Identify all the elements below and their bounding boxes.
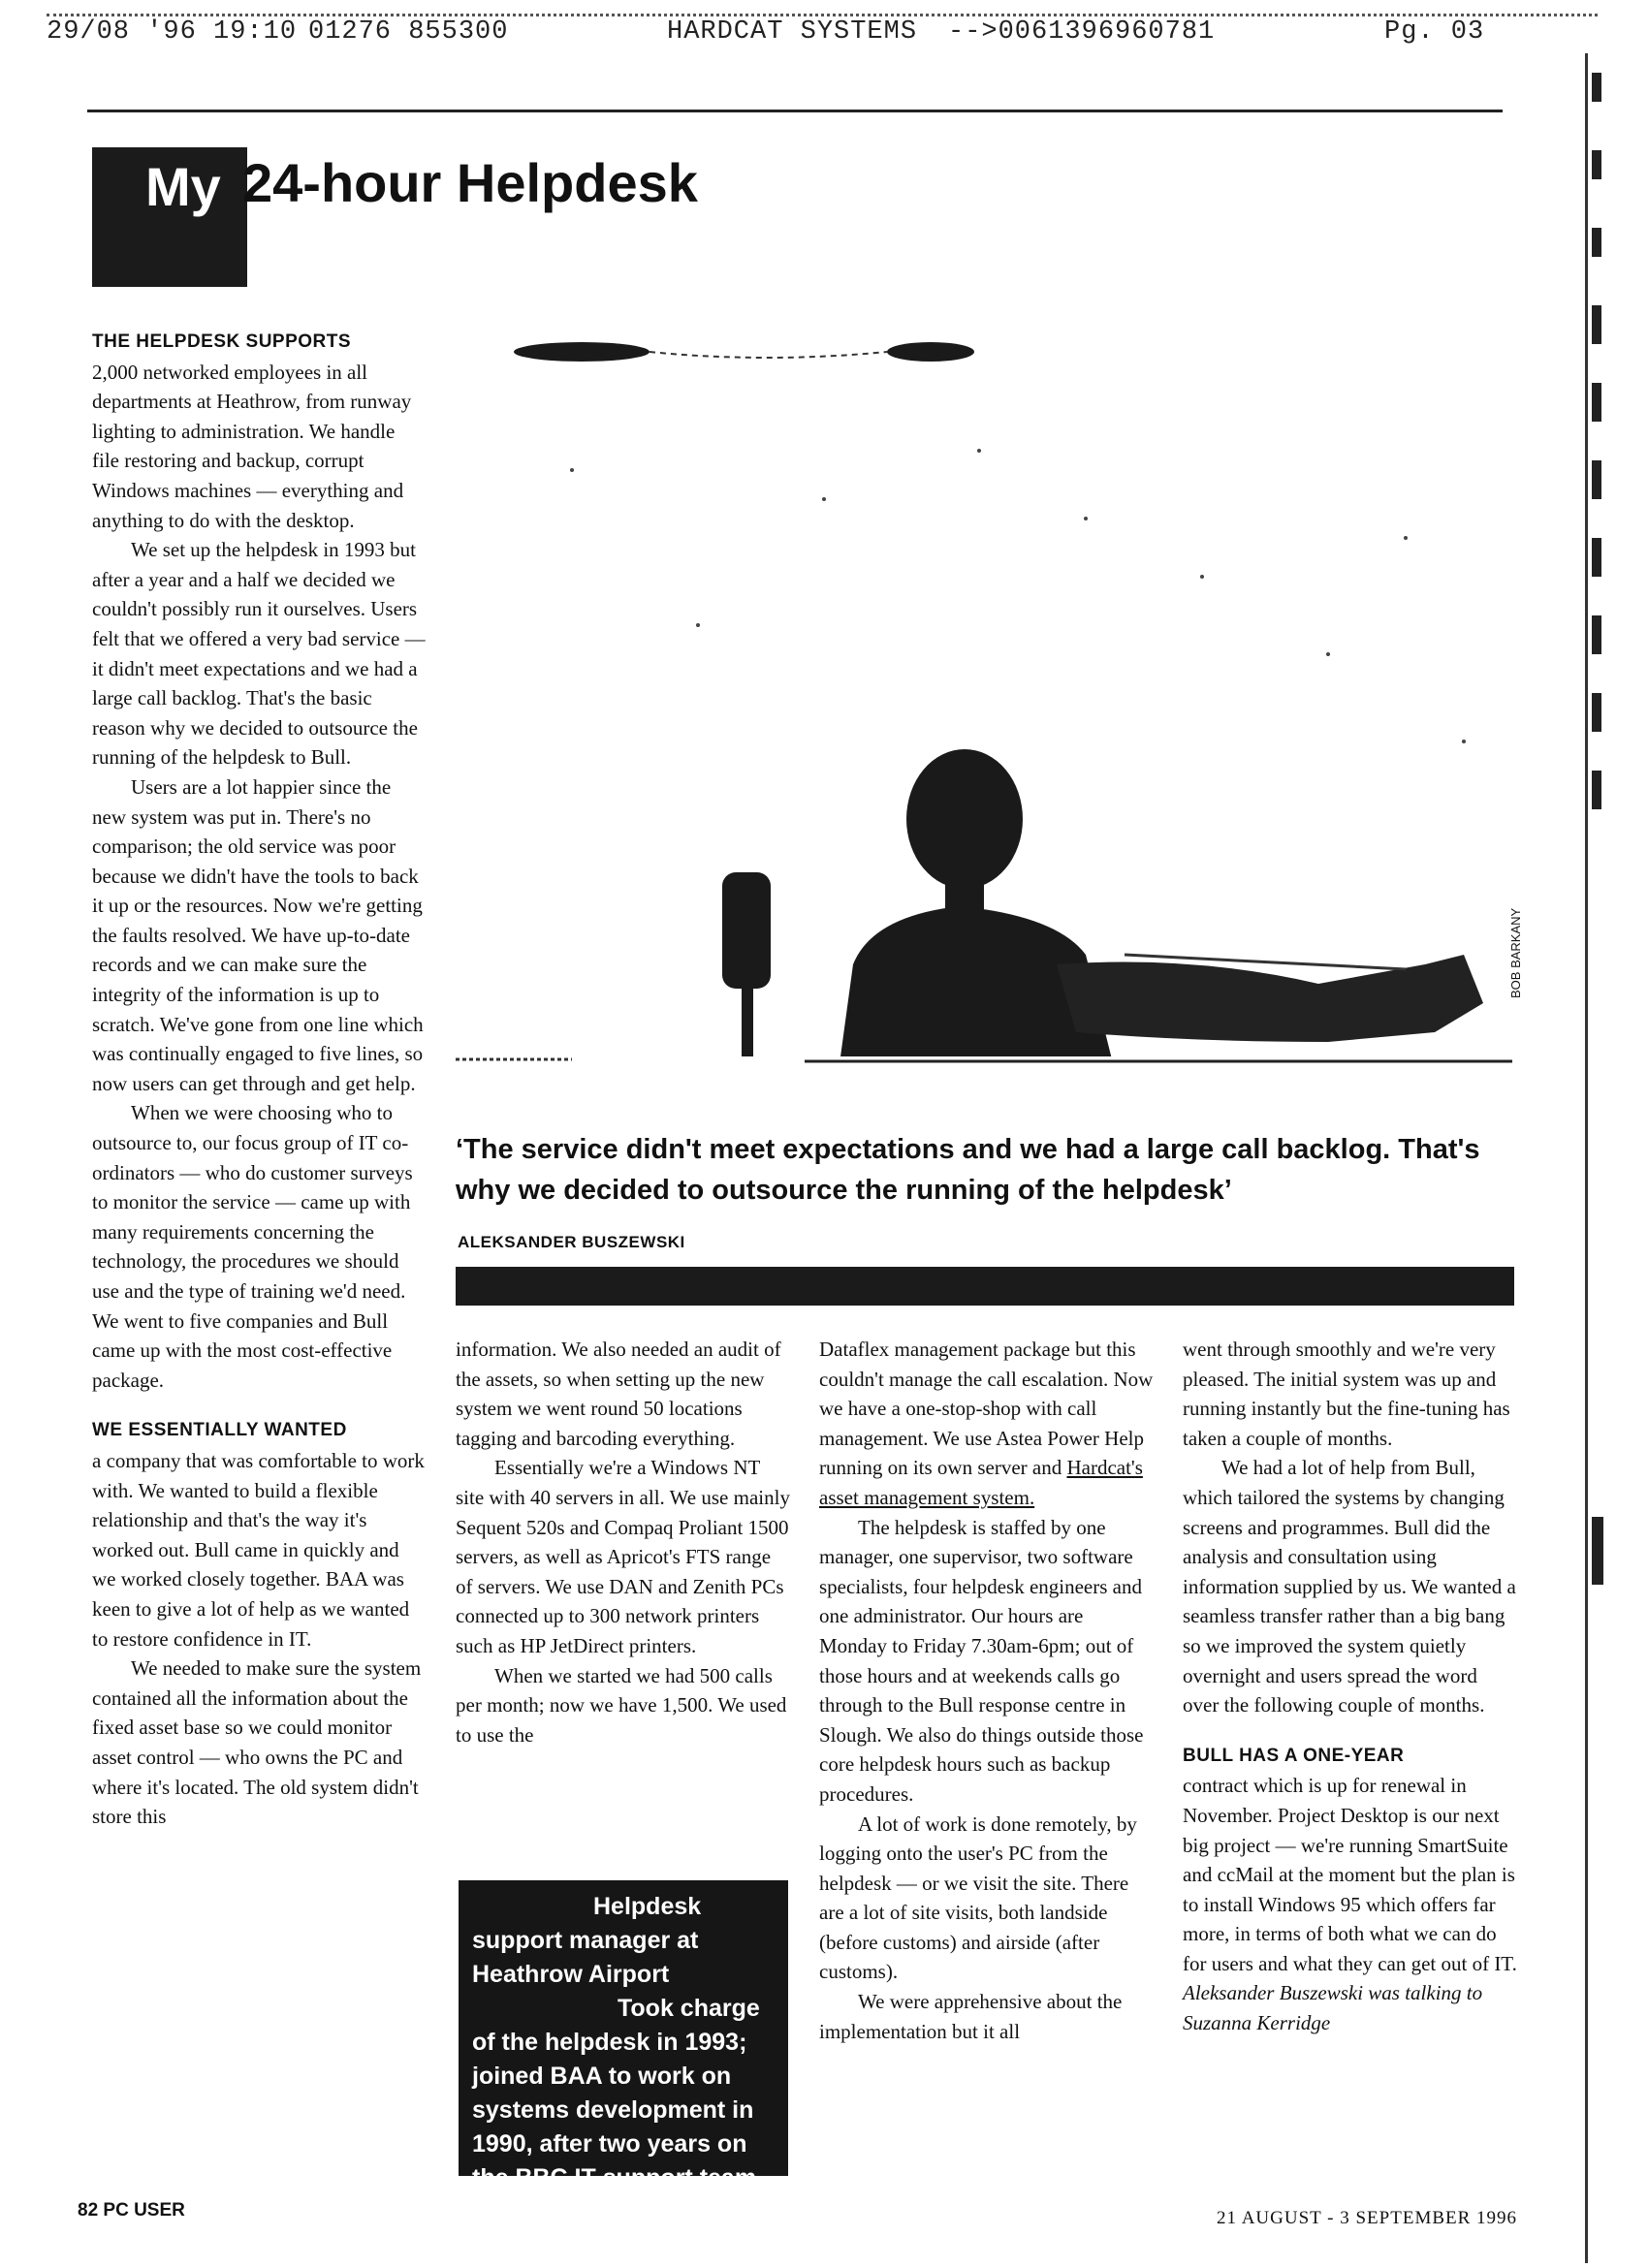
bio-line: of the helpdesk in 1993;: [472, 2029, 747, 2056]
fax-phone: 01276 855300: [308, 17, 509, 47]
bio-line: support manager at: [472, 1927, 699, 1954]
page-title: 24-hour Helpdesk: [242, 152, 698, 213]
bio-line: joined BAA to work on: [472, 2063, 732, 2090]
footer-date: 21 AUGUST - 3 SEPTEMBER 1996: [1217, 2208, 1518, 2228]
article-column-1: [92, 328, 427, 1832]
article-column-3: [819, 1335, 1154, 2046]
bio-line: Heathrow Airport: [472, 1961, 670, 1988]
paragraph: We needed to make sure the system contained all the information about the fixed asset base so we could monitor asset control — who owns the PC and where it's located. The old system didn't store this: [92, 1656, 422, 1829]
paragraph: contract which is up for renewal in November. Project Desktop is our next big project — we're running SmartSuite and ccMail at the moment but the plan is to install Windows 95 which offers far more, in terms of both what we can do for users and what they can get out of IT.: [1183, 1774, 1517, 1975]
article-column-4: [1183, 1335, 1517, 2038]
subhead-bull-one-year: BULL HAS A ONE-YEAR: [1183, 1745, 1405, 1766]
paragraph: We were apprehensive about the implementation but it all: [819, 1990, 1123, 2043]
bio-line: systems development in: [472, 2096, 754, 2124]
footer-page-magazine: 82 PC USER: [78, 2200, 185, 2221]
top-rule: [87, 110, 1503, 112]
bio-box: [459, 1880, 788, 2191]
paragraph: Users are a lot happier since the new system was put in. There's no comparison; the old service was poor because we didn't have the tools to back it up or the resources. Now we're getting the faults resolved. We have up-to-date records and we can make sure the integrity of the information is up to scratch. We've gone from one line which was continually engaged to five lines, so now users can get through and get help.: [92, 774, 424, 1095]
article-column-2: [456, 1335, 790, 1749]
fax-sender: HARDCAT SYSTEMS: [667, 17, 918, 47]
paragraph: a company that was comfortable to work with. We wanted to build a flexible relationship and that's the way it's worked out. Bull came in quickly and we worked closely together. BAA was keen to give a lot of help as we wanted to restore confidence in IT.: [92, 1448, 425, 1651]
fax-dotted-line: [47, 14, 1598, 16]
subhead-helpdesk-supports: THE HELPDESK SUPPORTS: [92, 331, 352, 352]
bio-line: Took charge: [618, 1995, 760, 2022]
paragraph: We had a lot of help from Bull, which tailored the systems by changing screens and programmes. Bull did the analysis and consultation using information supplied by us. We wanted a seamless transfer rather than a big bang so we improved the system quietly overnight and users spread the word over the following couple of months.: [1183, 1456, 1516, 1717]
fax-date-time: 29/08 '96 19:10: [47, 17, 298, 47]
paragraph: The helpdesk is staffed by one manager, one supervisor, two software specialists, four helpdesk engineers and one administrator. Our hours are Monday to Friday 7.30am-6pm; out of those hours and at weekends calls go through to the Bull response centre in Slough. We also do things outside those core helpdesk hours such as backup procedures.: [819, 1515, 1144, 1806]
scan-edge: [1585, 53, 1607, 2263]
fax-header: [47, 14, 1598, 52]
paragraph: Essentially we're a Windows NT site with 40 servers in all. We use mainly Sequent 520s and Compaq Proliant 1500 servers, as well as Apricot's FTS range of servers. We use DAN and Zenith PCs connected up to 300 network printers such as HP JetDirect printers.: [456, 1456, 790, 1657]
pull-quote: ‘The service didn't meet expectations and we had a large call backlog. That's why we decided to outsource the running of the helpdesk’: [456, 1134, 1480, 1206]
binding-marks: [1588, 53, 1617, 2263]
hardcat-asset-system-reference: Hardcat's asset management system.: [819, 1456, 1143, 1509]
paragraph: When we were choosing who to outsource to, our focus group of IT co-ordinators — who do customer surveys to monitor the service — came up with many requirements concerning the technology, the procedures we should use and the type of training we'd need. We went to five companies and Bull came up with the most cost-effective package.: [92, 1101, 413, 1392]
fax-destination: -->0061396960781: [948, 17, 1216, 47]
paragraph: 2,000 networked employees in all departments at Heathrow, from runway lighting to administration. We handle file restoring and backup, corrupt Windows machines — everything and anything to do with the desktop.: [92, 360, 412, 532]
helpdesk-manager-photo: [456, 334, 1512, 1100]
paragraph: A lot of work is done remotely, by logging onto the user's PC from the helpdesk — or we visit the site. There are a lot of site visits, both landside (before customs) and airside (after customs).: [819, 1811, 1137, 1984]
fax-page-number: Pg. 03: [1384, 17, 1485, 47]
paragraph: We set up the helpdesk in 1993 but after a year and a half we decided we couldn't possibly run it ourselves. Users felt that we offered a very bad service — it didn't meet expectations and we had a large call backlog. That's the basic reason why we decided to outsource the running of the helpdesk to Bull.: [92, 538, 426, 770]
subhead-essentially-wanted: WE ESSENTIALLY WANTED: [92, 1420, 347, 1441]
interview-signoff: Aleksander Buszewski was talking to Suzanna Kerridge: [1183, 1981, 1483, 2035]
title-my: My: [145, 156, 221, 217]
paragraph: went through smoothly and we're very pleased. The initial system was up and running instantly but the fine-tuning has taken a couple of months.: [1183, 1338, 1510, 1450]
bio-line: Helpdesk: [593, 1893, 702, 1920]
paragraph: When we started we had 500 calls per month; now we have 1,500. We used to use the: [456, 1663, 787, 1747]
black-divider-bar: [456, 1267, 1514, 1306]
bio-line: the BBC IT support team: [472, 2164, 757, 2191]
pull-quote-attribution: ALEKSANDER BUSZEWSKI: [458, 1233, 685, 1251]
paragraph: [819, 1335, 1154, 1513]
paragraph-text: Dataflex management package but this couldn't manage the call escalation. Now we have a one-stop-shop with call management. We use Astea Power Help running on its own server and: [819, 1338, 1154, 1480]
bio-line: 1990, after two years on: [472, 2130, 747, 2158]
paragraph: information. We also needed an audit of the assets, so when setting up the new system we went round 50 locations tagging and barcoding everything.: [456, 1338, 781, 1450]
photo-credit: BOB BARKANY: [1508, 907, 1523, 998]
